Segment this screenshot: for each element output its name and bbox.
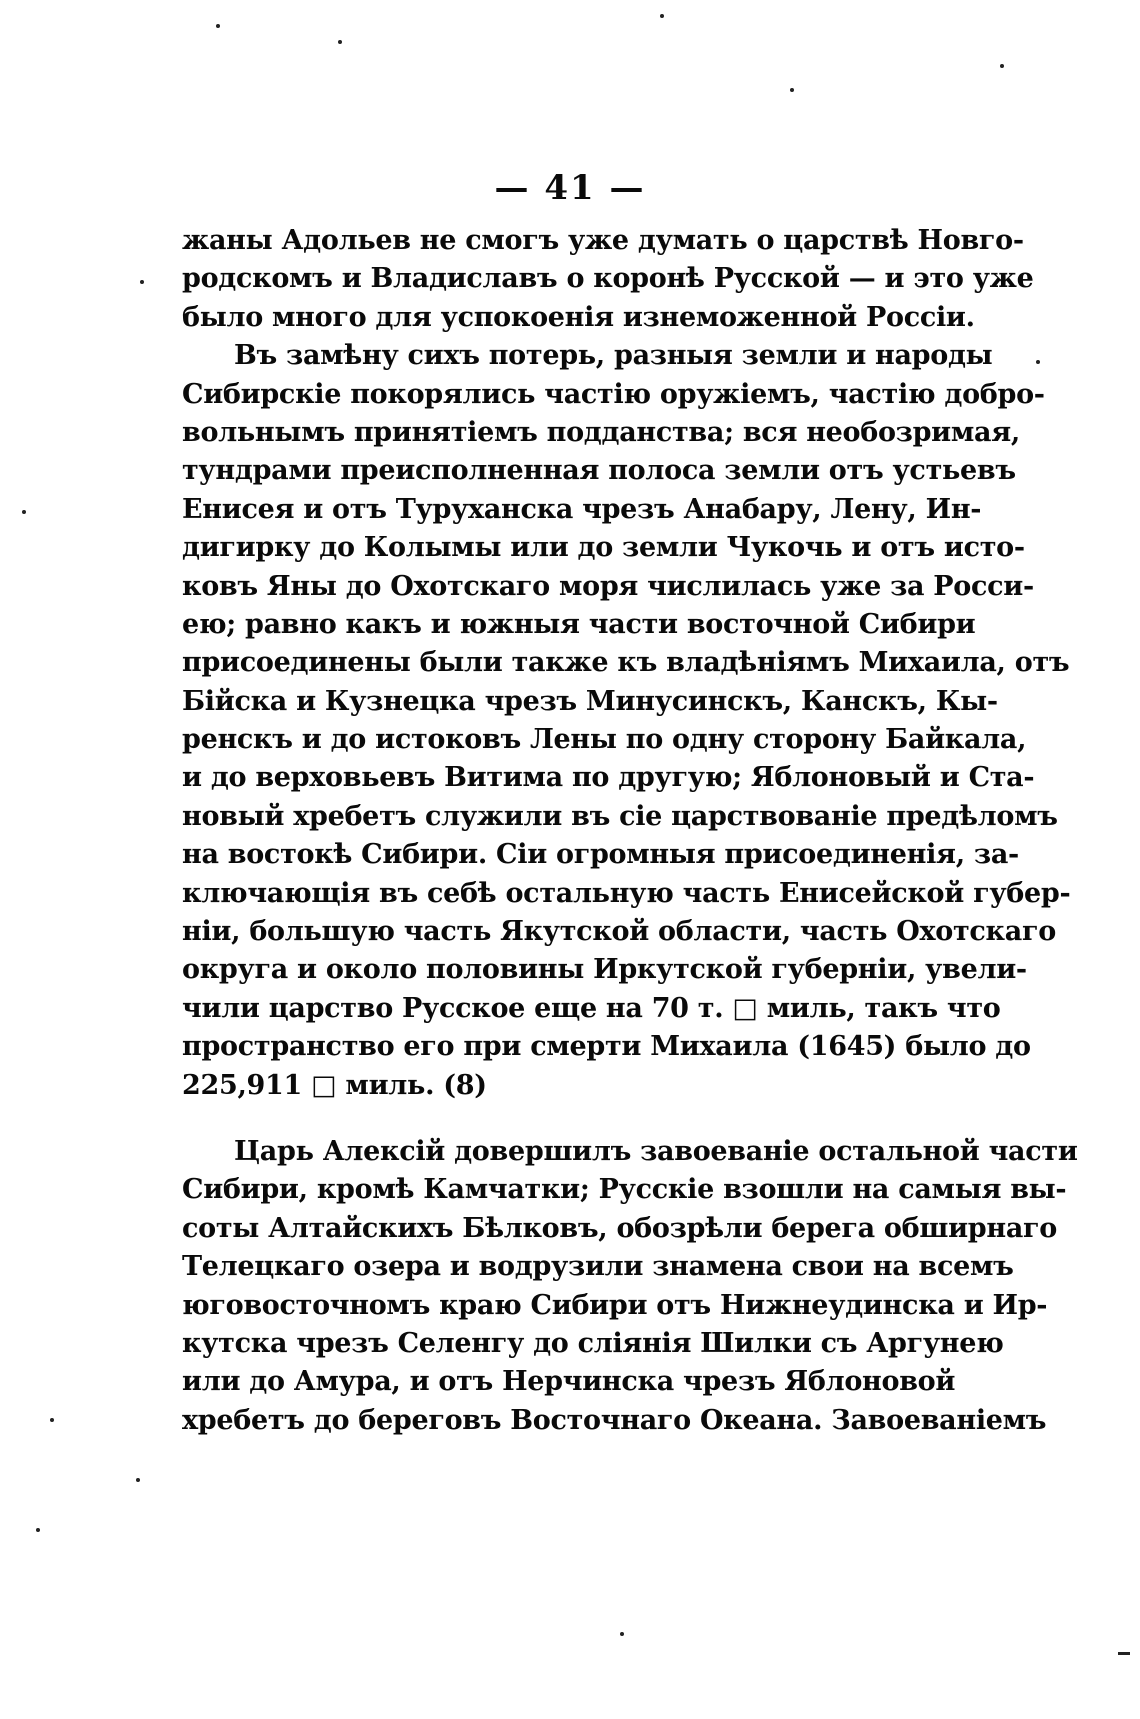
text-line: пространство его при смерти Михаила (1645) было до [182, 1031, 1031, 1063]
scan-speck [36, 1528, 40, 1532]
text-line: юговосточномъ краю Сибири отъ Нижнеудинска и Ир- [182, 1289, 1048, 1321]
text-line: ковъ Яны до Охотскаго моря числилась уже за Росси- [182, 570, 1034, 602]
paragraph-3 [182, 1133, 1078, 1440]
text-line: Царь Алексій довершилъ завоеваніе остальной части [234, 1135, 1078, 1167]
text-line: и до верховьевъ Витима по другую; Яблоновый и Ста- [182, 762, 1035, 794]
scan-speck [216, 24, 220, 28]
text-line: было много для успокоенія изнеможенной Россіи. [182, 301, 975, 333]
text-line: Енисея и отъ Туруханска чрезъ Анабару, Лену, Ин- [182, 493, 982, 525]
text-line: родскомъ и Владиславъ о коронѣ Русской — и это уже [182, 263, 1034, 295]
text-line: жаны Адольев не смогъ уже думать о царствѣ Новго- [182, 225, 1024, 256]
text-line: 225,911 □ миль. (8) [182, 1069, 487, 1101]
paragraph-2 [182, 337, 1071, 1105]
text-line: ключающія въ себѣ остальную часть Енисейской губер- [182, 877, 1071, 909]
text-line: на востокѣ Сибири. Сіи огромныя присоединенія, за- [182, 839, 1019, 871]
scan-speck [140, 280, 144, 284]
text-line: ею; равно какъ и южныя части восточной Сибири [182, 608, 976, 640]
text-line: Бійска и Кузнецка чрезъ Минусинскъ, Канскъ, Кы- [182, 685, 998, 717]
text-line: или до Амура, и отъ Нерчинска чрезъ Яблоновой [182, 1366, 956, 1398]
scan-speck [22, 510, 26, 514]
scan-speck [1000, 64, 1004, 68]
text-line: Сибирскіе покорялись частію оружіемъ, частію добро- [182, 378, 1045, 410]
text-line: Телецкаго озера и водрузили знамена свои на всемъ [182, 1251, 1014, 1283]
text-line: дигирку до Колымы или до земли Чукочь и отъ исто- [182, 532, 1025, 564]
body-text [182, 222, 1078, 1440]
text-line: присоединены были также къ владѣніямъ Михаила, отъ [182, 647, 1070, 679]
paragraph-1 [182, 222, 1034, 337]
scan-speck [1118, 1652, 1130, 1655]
scan-speck [660, 14, 664, 18]
text-line: соты Алтайскихъ Бѣлковъ, обозрѣли берега обширнаго [182, 1212, 1057, 1244]
text-line: вольнымъ принятіемъ подданства; вся необозримая, [182, 416, 1020, 448]
scan-speck [1036, 360, 1040, 364]
text-line: чили царство Русское еще на 70 т. □ миль, такъ что [182, 992, 1001, 1024]
page-number: — 41 — [494, 168, 646, 208]
paragraph-gap [182, 1105, 938, 1133]
text-line: тундрами преисполненная полоса земли отъ устьевъ [182, 455, 1016, 487]
text-line: хребетъ до береговъ Восточнаго Океана. Завоеваніемъ [182, 1404, 1047, 1436]
text-line: округа и около половины Иркутской губерніи, увели- [182, 954, 1027, 986]
text-line: Въ замѣну сихъ потерь, разныя земли и народы [234, 340, 993, 372]
text-line: ренскъ и до истоковъ Лены по одну сторону Байкала, [182, 724, 1027, 756]
text-line: новый хребетъ служили въ сіе царствованіе предѣломъ [182, 800, 1058, 832]
text-line: Сибири, кромѣ Камчатки; Русскіе взошли на самыя вы- [182, 1174, 1067, 1206]
text-line: кутска чрезъ Селенгу до слiянія Шилки съ Аргунею [182, 1327, 1004, 1359]
scan-speck [50, 1418, 54, 1422]
text-line: ніи, большую часть Якутской области, часть Охотскаго [182, 916, 1056, 948]
scan-speck [790, 88, 794, 92]
scan-speck [620, 1632, 624, 1636]
scan-speck [136, 1478, 140, 1482]
scan-speck [338, 40, 342, 44]
